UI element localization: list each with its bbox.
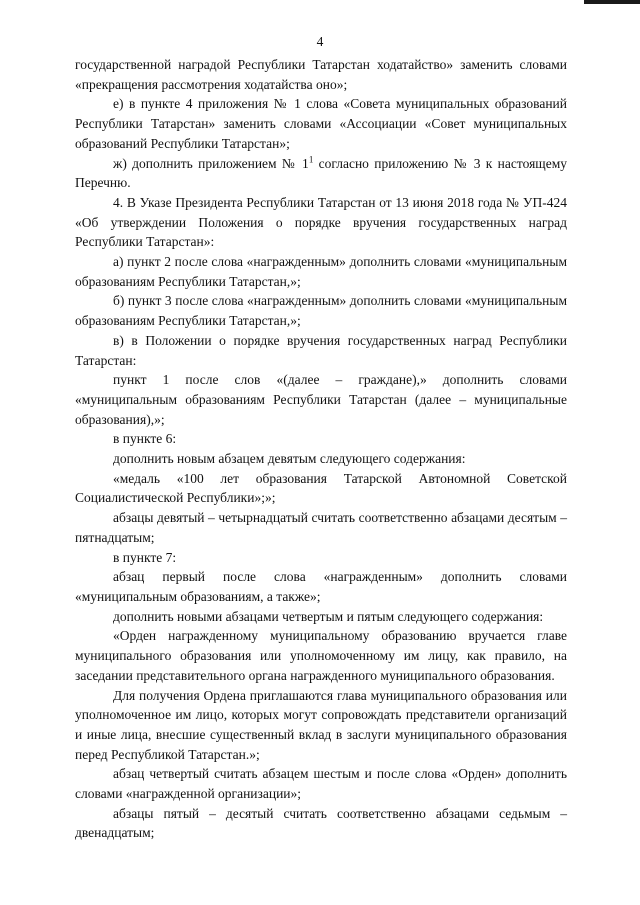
paragraph-text: согласно приложению № 3 к настоящему Перечню. (75, 155, 567, 191)
paragraph: пункт 1 после слов «(далее – граждане),» дополнить словами «муниципальным образованиям Республики Татарстан (далее – муниципальные образования),»; (75, 372, 567, 427)
paragraph-text: ж) дополнить приложением № 1 (113, 155, 309, 171)
paragraph: в пункте 7: (113, 549, 177, 565)
page-number: 4 (316, 34, 324, 49)
paragraph (75, 154, 567, 193)
paragraph: абзацы девятый – четырнадцатый считать соответственно абзацами десятым – пятнадцатым; (75, 510, 567, 545)
superscript: 1 (308, 154, 314, 165)
paragraph: в) в Положении о порядке вручения государственных наград Республики Татарстан: (75, 332, 567, 368)
paragraph: а) пункт 2 после слова «награжденным» дополнить словами «муниципальным образованиям Республики Татарстан,»; (75, 254, 567, 289)
paragraph: абзацы пятый – десятый считать соответственно абзацами седьмым – двенадцатым; (75, 805, 567, 841)
paragraph: абзац первый после слова «награжденным» дополнить словами «муниципальным образованиям, а также»; (75, 569, 567, 604)
scan-corner-mark (584, 0, 640, 4)
paragraph: «медаль «100 лет образования Татарской Автономной Советской Социалистической Республики»;»; (75, 470, 567, 506)
paragraph: б) пункт 3 после слова «награжденным» дополнить словами «муниципальным образованиям Республики Татарстан,»; (75, 293, 567, 329)
paragraph: «Орден награжденному муниципальному образованию вручается главе муниципального образования или уполномоченному им лицу, как правило, на заседании представительного органа награжденного муниципального образования. (75, 628, 567, 683)
paragraph: дополнить новыми абзацами четвертым и пятым следующего содержания: (113, 608, 544, 624)
paragraph: е) в пункте 4 приложения № 1 слова «Совета муниципальных образований Республики Татарстан» заменить словами «Ассоциации «Совет муниципальных образований Республики Татарстан»; (75, 96, 567, 151)
paragraph: государственной наградой Республики Татарстан ходатайство» заменить словами «прекращения рассмотрения ходатайства оно»; (75, 57, 567, 92)
document-body (75, 55, 567, 843)
paragraph: дополнить новым абзацем девятым следующего содержания: (113, 451, 466, 467)
paragraph: 4. В Указе Президента Республики Татарстан от 13 июня 2018 года № УП-424 «Об утверждении Положения о порядке вручения государственных наград Республики Татарстан»: (75, 194, 567, 250)
paragraph: абзац четвертый считать абзацем шестым и после слова «Орден» дополнить словами «награжденной организации»; (75, 766, 567, 802)
paragraph: Для получения Ордена приглашаются глава муниципального образования или уполномоченное им лицо, которых могут сопровождать представители организаций и иные лица, внесшие существенный вклад в заслуги муниципального образования перед Республикой Татарстан.»; (75, 687, 567, 762)
paragraph: в пункте 6: (113, 431, 177, 447)
